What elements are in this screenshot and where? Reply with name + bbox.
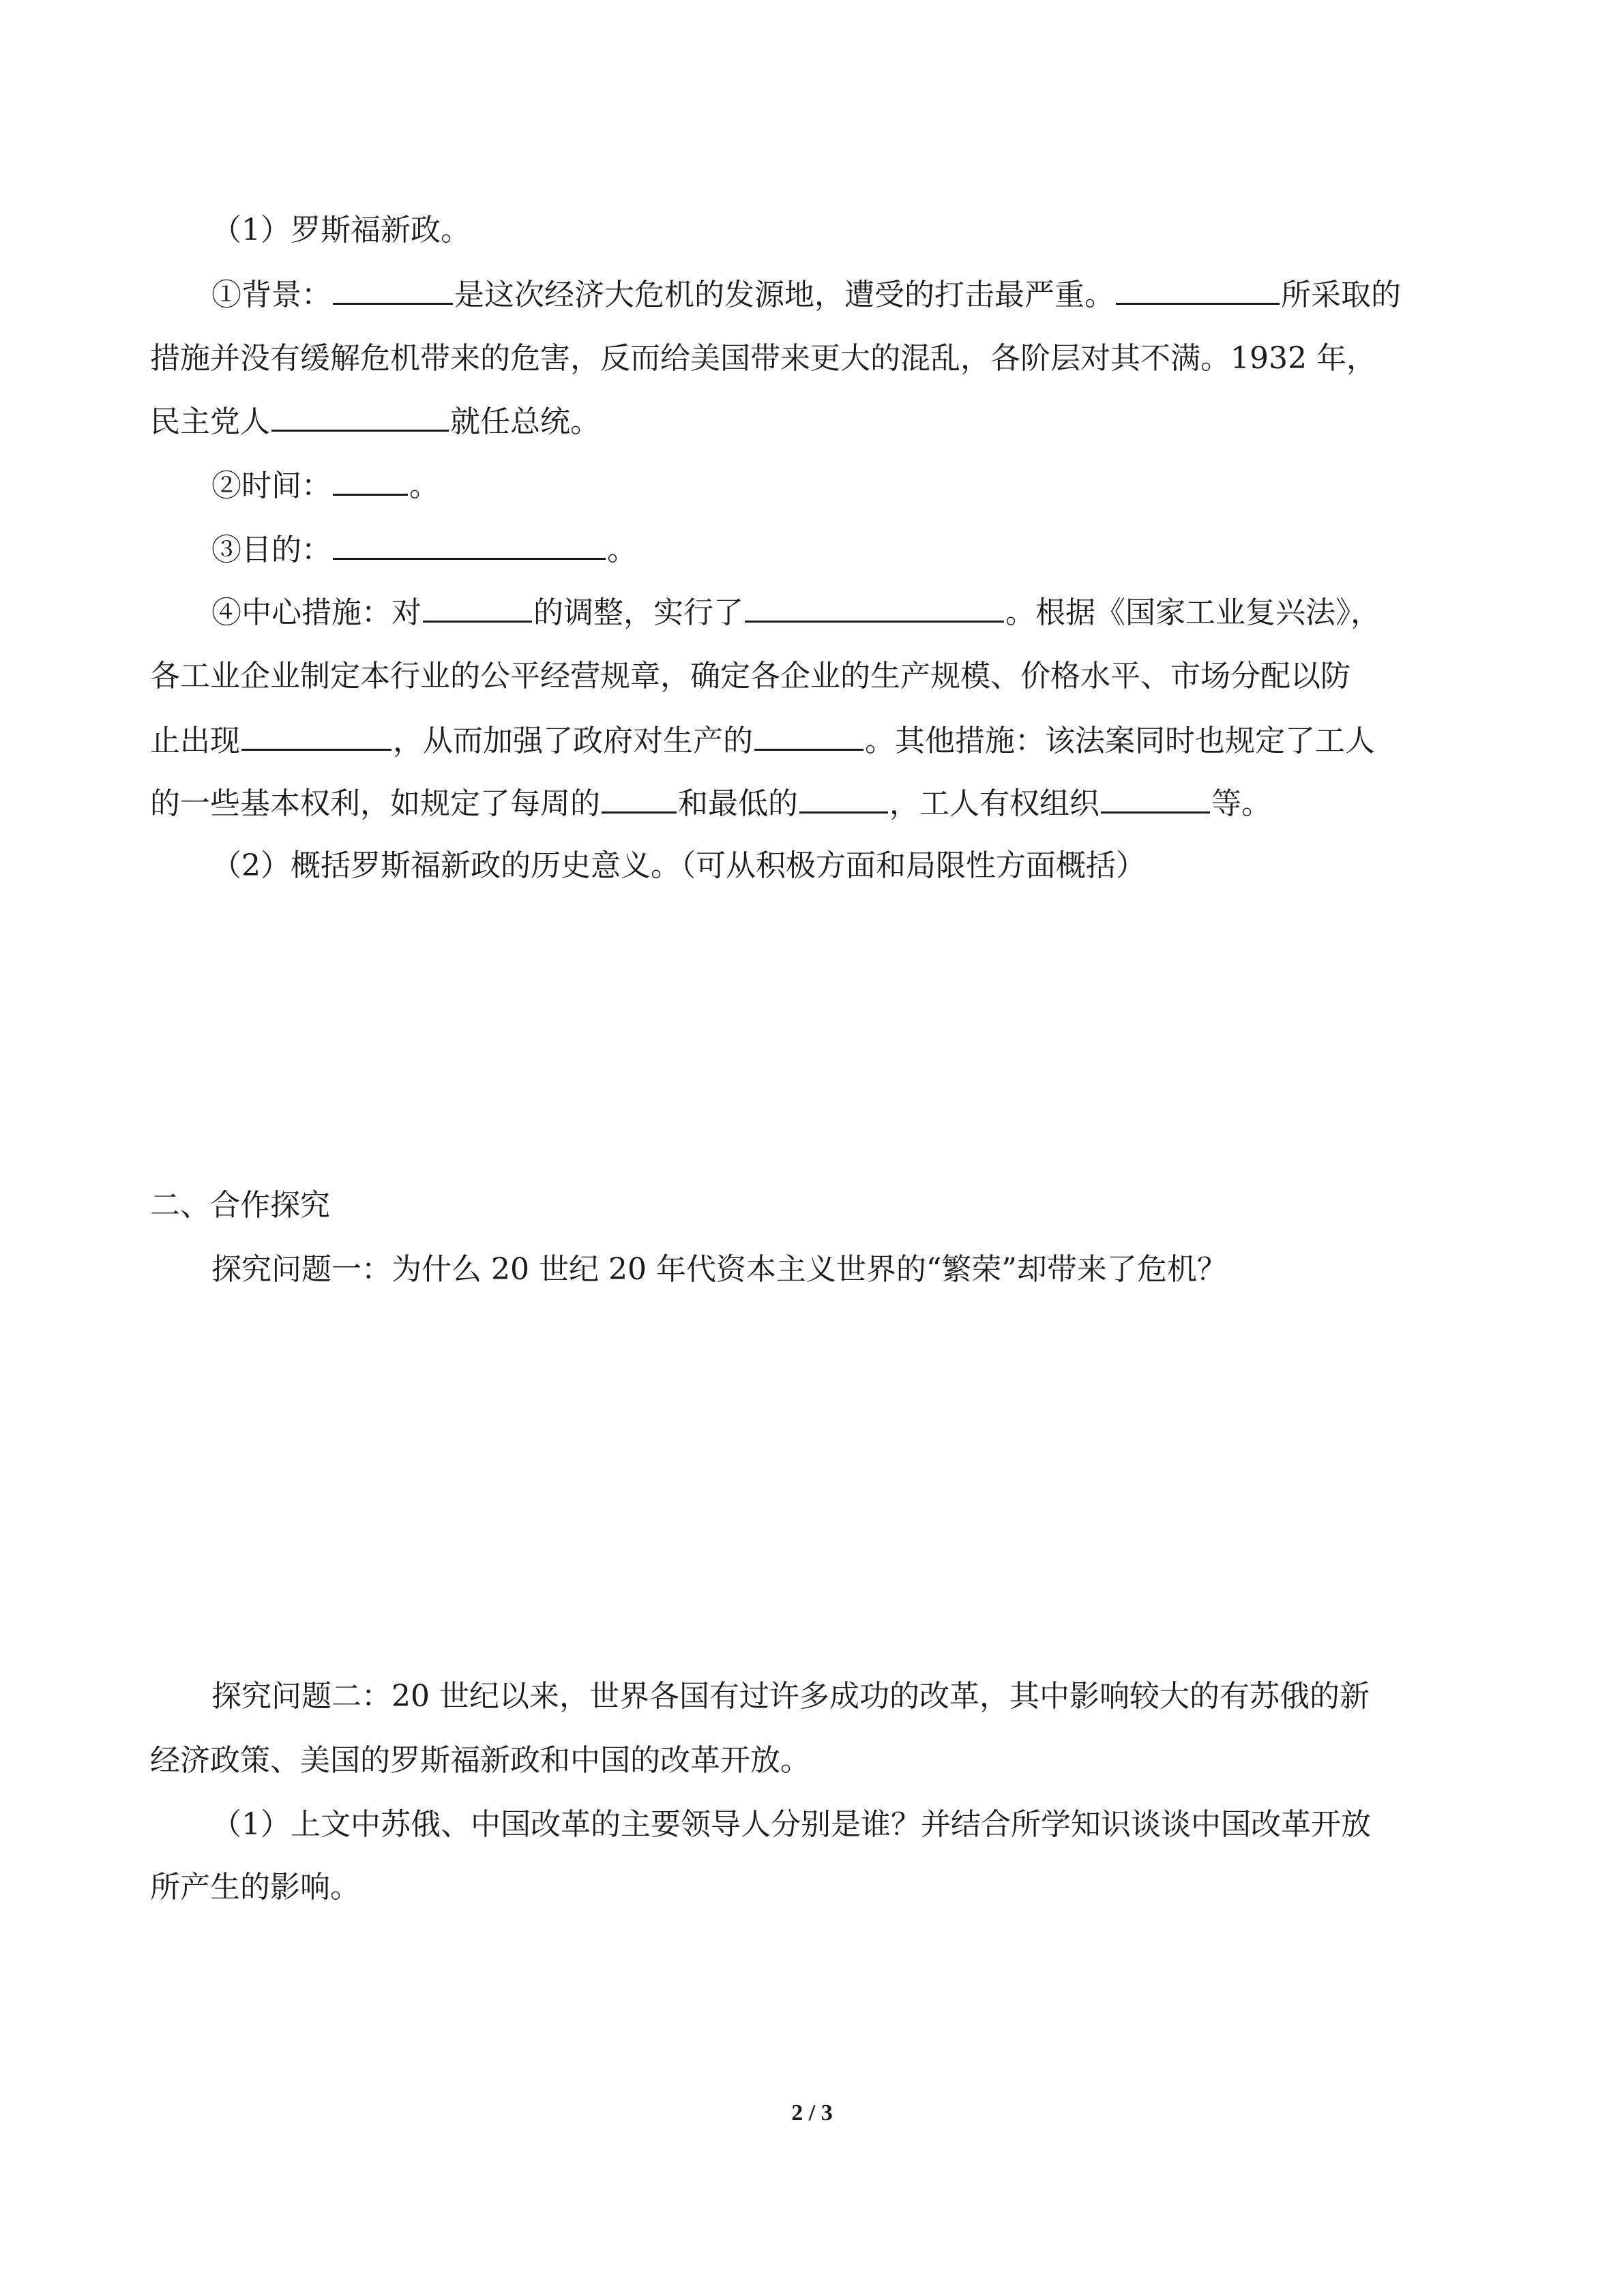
- measures-line-1: [211, 592, 1381, 633]
- inquiry-question-1-text: 探究问题一：为什么 20 世纪 20 年代资本主义世界的“繁荣”却带来了危机？: [211, 1252, 1227, 1287]
- background-line-3: [150, 401, 600, 442]
- inquiry-question-2-text-2: 经济政策、美国的罗斯福新政和中国的改革开放。: [150, 1743, 810, 1778]
- inquiry-question-2-line-2: [150, 1740, 810, 1781]
- measures-text-line4d: 等。: [1211, 786, 1271, 821]
- blank-time[interactable]: [333, 465, 408, 496]
- measures-text-line4c: ，工人有权组织: [889, 786, 1099, 821]
- heading-text: （1）罗斯福新政。: [211, 213, 471, 248]
- blank-max-hours[interactable]: [602, 783, 677, 814]
- heading-roosevelt-new-deal: [211, 210, 471, 251]
- inquiry-sub-1-text-2: 所产生的影响。: [150, 1870, 360, 1905]
- measures-line-4: [150, 783, 1271, 824]
- inquiry-question-2-sub-1-line-2: [150, 1867, 360, 1908]
- measures-text-line4b: 和最低的: [678, 786, 798, 821]
- measures-line-2: [150, 656, 1350, 697]
- measures-text-c: 。根据《国家工业复兴法》，: [1005, 595, 1381, 630]
- blank-control-type[interactable]: [754, 720, 863, 751]
- blank-organize[interactable]: [1101, 783, 1210, 814]
- blank-purpose[interactable]: [333, 529, 606, 560]
- section-heading: 二、合作探究: [150, 1188, 330, 1223]
- blank-adjust-target[interactable]: [423, 592, 532, 623]
- blank-origin-country[interactable]: [333, 274, 453, 305]
- background-line-2: [150, 338, 1376, 379]
- measures-text-line2: 各工业企业制定本行业的公平经营规章，确定各企业的生产规模、价格水平、市场分配以防: [150, 659, 1350, 694]
- inquiry-question-2-sub-1-line-1: [211, 1804, 1371, 1845]
- blank-president[interactable]: [271, 401, 449, 432]
- time-label: ②时间：: [211, 468, 331, 503]
- time-end: 。: [409, 468, 439, 503]
- time-line: [211, 465, 439, 506]
- measures-text-line4a: 的一些基本权利，如规定了每周的: [150, 786, 600, 821]
- inquiry-question-2-text-1: 探究问题二：20 世纪以来，世界各国有过许多成功的改革，其中影响较大的有苏俄的新: [211, 1679, 1370, 1714]
- section-cooperative-inquiry: [150, 1185, 330, 1226]
- background-text-5: 就任总统。: [450, 404, 600, 439]
- blank-prevent[interactable]: [241, 720, 392, 751]
- inquiry-sub-1-text-1: （1）上文中苏俄、中国改革的主要领导人分别是谁？并结合所学知识谈谈中国改革开放: [211, 1807, 1371, 1842]
- background-text-2: 所采取的: [1281, 278, 1401, 312]
- page-number: 2 / 3: [791, 2100, 833, 2126]
- measures-text-line3b: ，从而加强了政府对生产的: [393, 724, 753, 758]
- question-significance: [211, 846, 1146, 886]
- purpose-end: 。: [607, 533, 637, 567]
- question-significance-text: （2）概括罗斯福新政的历史意义。（可从积极方面和局限性方面概括）: [211, 848, 1146, 883]
- background-text-1: 是这次经济大危机的发源地，遭受的打击最严重。: [454, 278, 1114, 312]
- purpose-label: ③目的：: [211, 533, 331, 567]
- background-label: ①背景：: [211, 278, 331, 312]
- measures-text-a: ④中心措施：对: [211, 595, 422, 630]
- measures-text-line3c: 。其他措施：该法案同时也规定了工人: [865, 724, 1375, 758]
- blank-implemented-policy[interactable]: [745, 592, 1004, 623]
- blank-predecessor-measures[interactable]: [1116, 274, 1280, 305]
- measures-line-3: [150, 720, 1375, 761]
- purpose-line: [211, 529, 637, 570]
- background-line-1: [211, 274, 1401, 315]
- background-text-3: 措施并没有缓解危机带来的危害，反而给美国带来更大的混乱，各阶层对其不满。1932 年，: [150, 341, 1376, 376]
- measures-text-line3a: 止出现: [150, 724, 240, 758]
- measures-text-b: 的调整，实行了: [533, 595, 743, 630]
- blank-min-wage[interactable]: [799, 783, 888, 814]
- background-text-4: 民主党人: [150, 404, 270, 439]
- inquiry-question-1: [211, 1249, 1227, 1290]
- inquiry-question-2-line-1: [211, 1676, 1370, 1717]
